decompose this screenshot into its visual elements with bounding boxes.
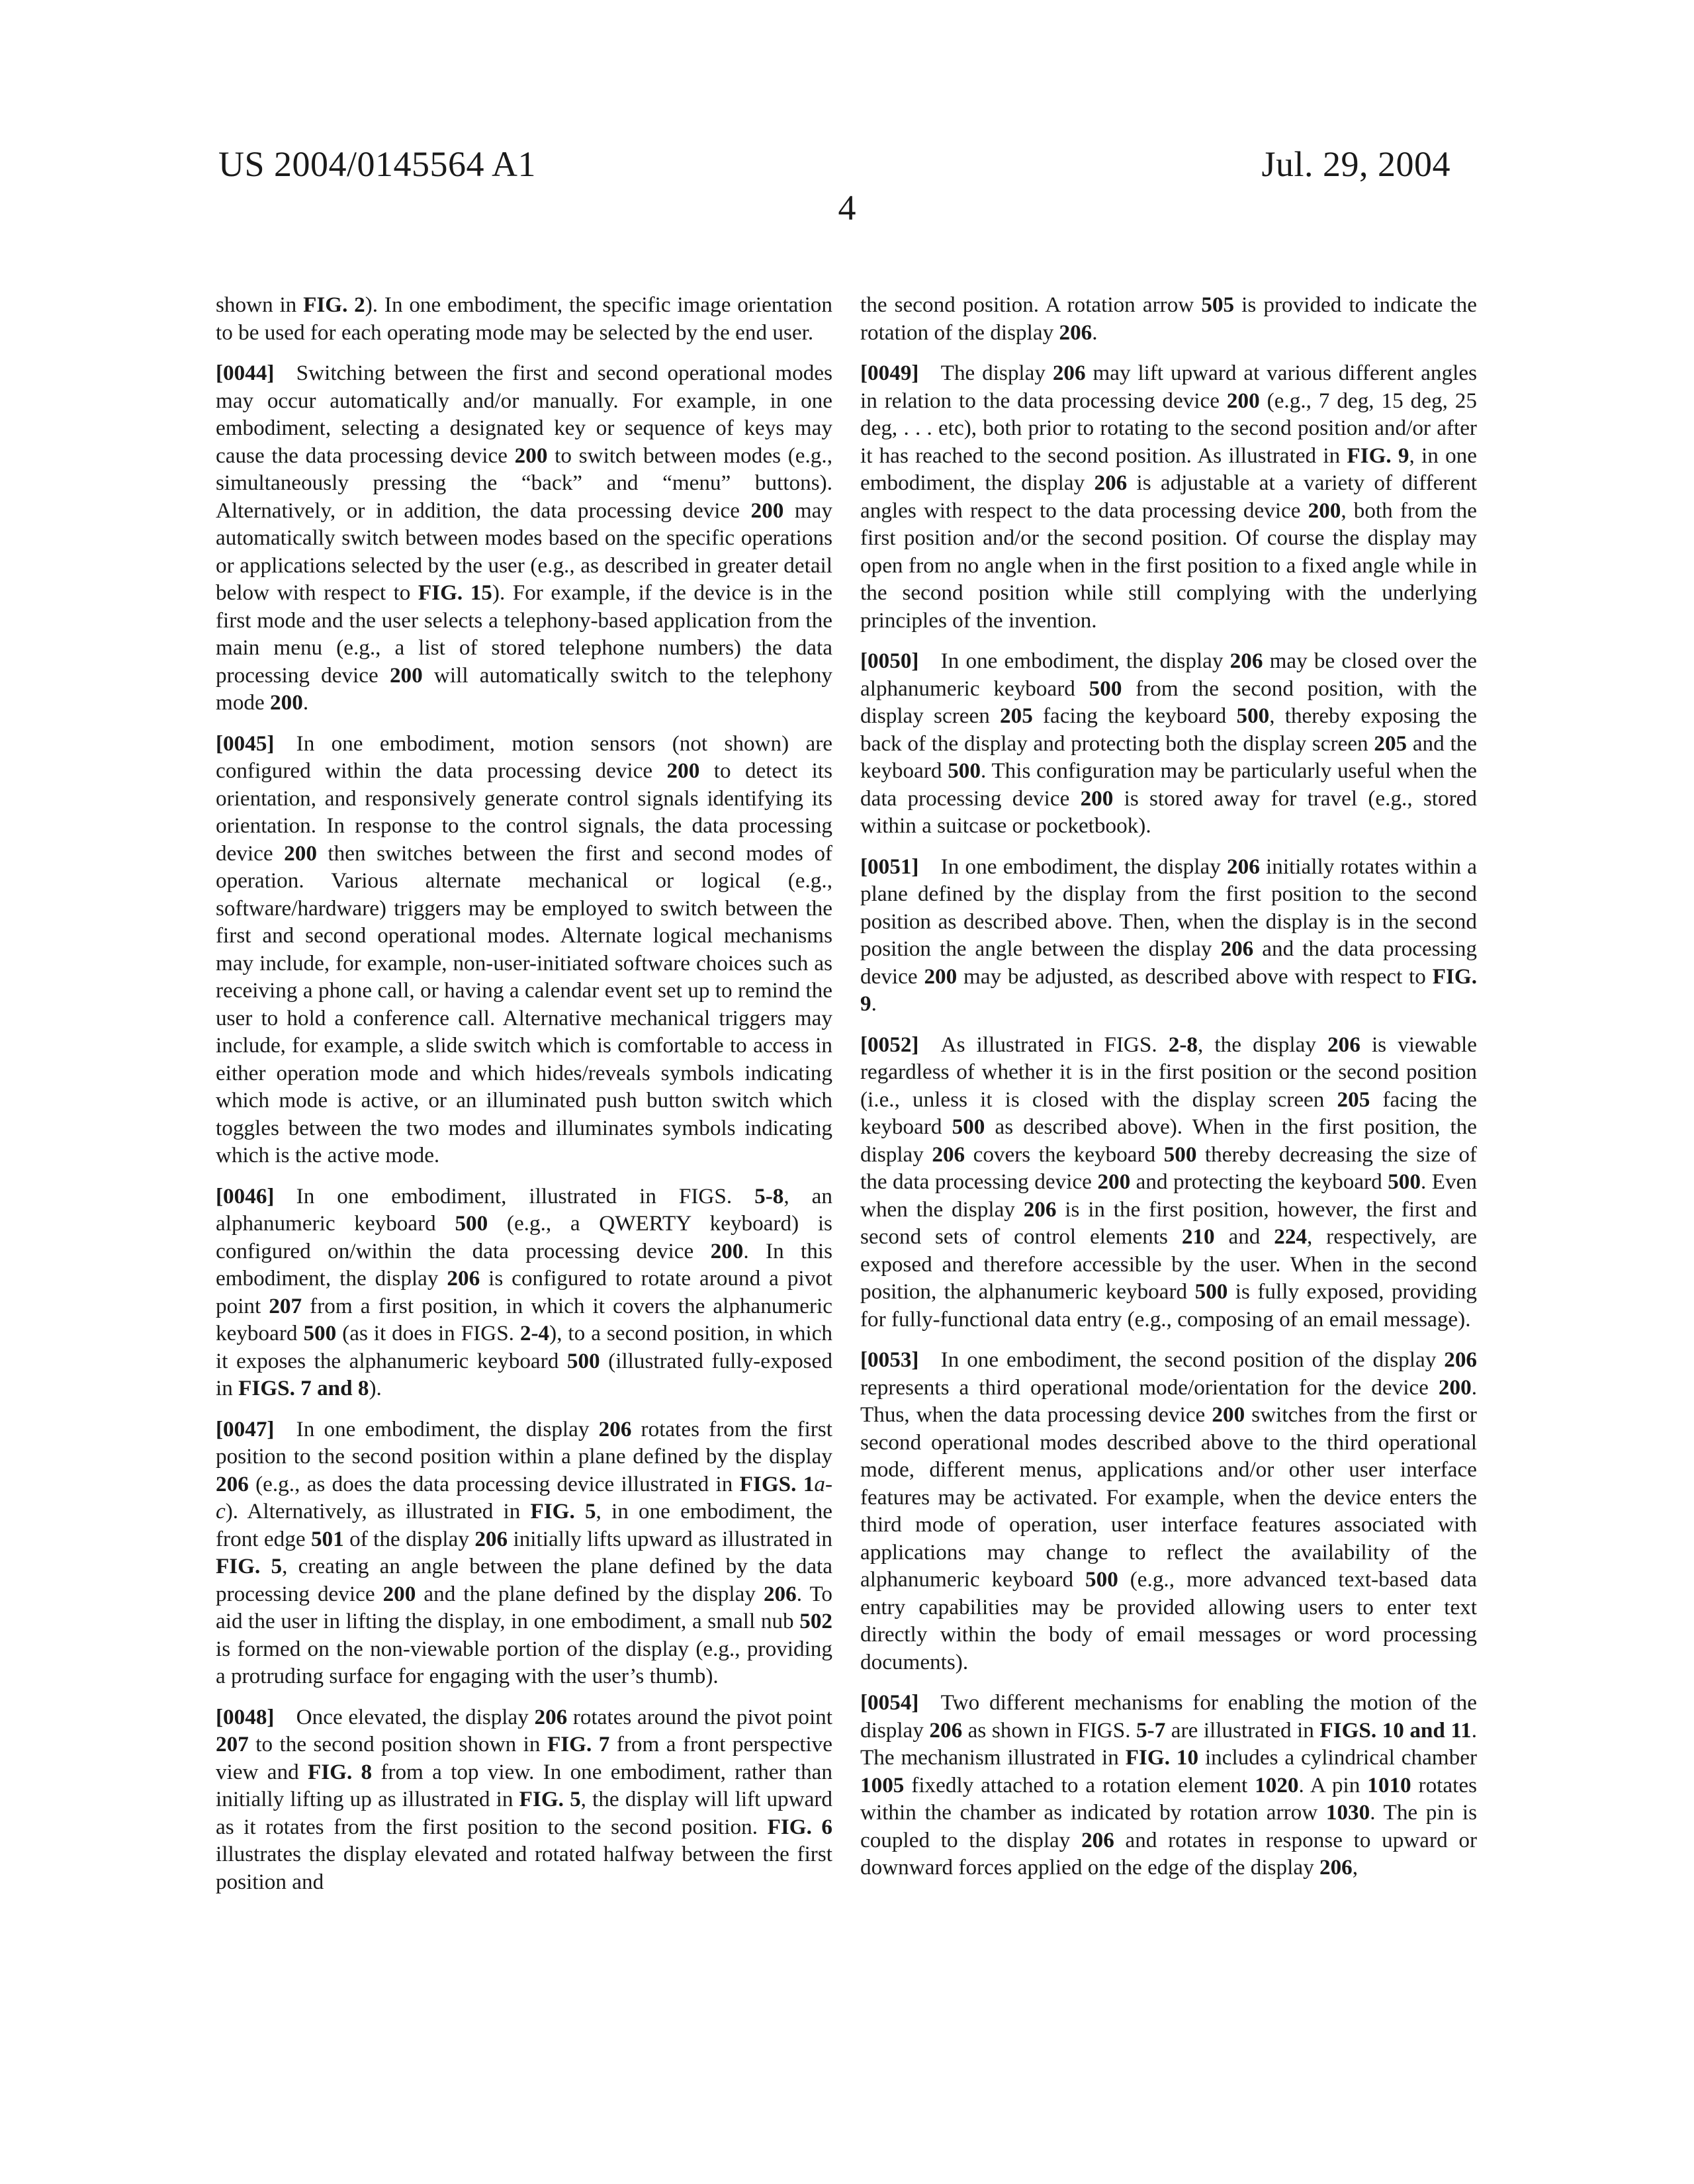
paragraph-number: [0046] bbox=[216, 1183, 275, 1208]
paragraph-number: [0045] bbox=[216, 731, 275, 756]
paragraph-number: [0051] bbox=[860, 854, 919, 879]
paragraph-text: The display 206 may lift upward at various different angles in relation to the data processing device 200 (e.g., 7 deg, 15 deg, 25 deg, . . . etc), both prior to rotating to the second position and/or after it has reached to the second position. As illustrated in FIG. 9, in one embodiment, the display 206 is adjustable at a variety of different angles with respect to the data processing device 200, both from the first position and/or the second position. Of course the display may open from no angle when in the first position to a fixed angle while in the second position while still complying with the underlying principles of the invention. bbox=[860, 361, 1478, 633]
left-text-column bbox=[216, 291, 832, 1909]
paragraph-text: In one embodiment, motion sensors (not shown) are configured within the data processing device 200 to detect its orientation, and responsively generate control signals identifying its orientation. In response to the control signals, the data processing device 200 then switches between the first and second modes of operation. Various alternate mechanical or logical (e.g., software/hardware) triggers may be employed to switch between the first and second operational modes. Alternate logical mechanisms may include, for example, non-user-initiated software choices such as receiving a phone call, or having a calendar event set up to remind the user to hold a conference call. Alternative mechanical triggers may include, for example, a slide switch which is comfortable to access in either operation mode and which hides/reveals symbols indicating which mode is active, or an illuminated push button switch which toggles between the two modes and illuminates symbols indicating which is the active mode. bbox=[216, 731, 832, 1167]
paragraph-number: [0054] bbox=[860, 1690, 919, 1715]
paragraph-number: [0048] bbox=[216, 1704, 275, 1729]
paragraph bbox=[216, 291, 832, 346]
paragraph bbox=[860, 1346, 1477, 1676]
paragraph-text: In one embodiment, the display 206 initially rotates within a plane defined by the display from the first position to the second position as described above. Then, when the display is in the second position the angle between the display 206 and the data processing device 200 may be adjusted, as described above with respect to FIG. 9. bbox=[860, 854, 1478, 1016]
paragraph bbox=[216, 1183, 832, 1402]
paragraph-text: Once elevated, the display 206 rotates around the pivot point 207 to the second position shown in FIG. 7 from a front perspective view and FIG. 8 from a top view. In one embodiment, rather than initially lifting up as illustrated in FIG. 5, the display will lift upward as it rotates from the first position to the second position. FIG. 6 illustrates the display elevated and rotated halfway between the first position and bbox=[216, 1704, 833, 1894]
paragraph bbox=[860, 291, 1477, 346]
paragraph bbox=[860, 359, 1477, 634]
page-number: 4 bbox=[838, 188, 856, 228]
paragraph-text: In one embodiment, the display 206 may be closed over the alphanumeric keyboard 500 from the second position, with the display screen 205 facing the keyboard 500, thereby exposing the back of the display and protecting both the display screen 205 and the keyboard 500. This configuration may be particularly useful when the data processing device 200 is stored away for travel (e.g., stored within a suitcase or pocketbook). bbox=[860, 649, 1477, 838]
paragraph-number: [0050] bbox=[860, 649, 919, 673]
paragraph-text: shown in FIG. 2). In one embodiment, the specific image orientation to be used for each operating mode may be selected by the end user. bbox=[216, 293, 832, 345]
paragraph-text: Switching between the first and second operational modes may occur automatically and/or manually. For example, in one embodiment, selecting a designated key or sequence of keys may cause the data processing device 200 to switch between modes (e.g., simultaneously pressing the “back” and “menu” buttons). Alternatively, or in addition, the data processing device 200 may automatically switch between modes based on the specific operations or applications selected by the user (e.g., as described in greater detail below with respect to FIG. 15). For example, if the device is in the first mode and the user selects a telephony-based application from the main menu (e.g., a list of stored telephone numbers) the data processing device 200 will automatically switch to the telephony mode 200. bbox=[216, 361, 833, 715]
paragraph-number: [0049] bbox=[860, 361, 919, 385]
paragraph bbox=[216, 730, 832, 1169]
paragraph bbox=[216, 1416, 832, 1690]
paragraph bbox=[216, 1704, 832, 1896]
right-text-column bbox=[860, 291, 1477, 1895]
paragraph-text: Two different mechanisms for enabling the motion of the display 206 as shown in FIGS. 5-7 are illustrated in FIGS. 10 and 11. The mechanism illustrated in FIG. 10 includes a cylindrical chamber 1005 fixedly attached to a rotation element 1020. A pin 1010 rotates within the chamber as indicated by rotation arrow 1030. The pin is coupled to the display 206 and rotates in response to upward or downward forces applied on the edge of the display 206, bbox=[860, 1690, 1477, 1880]
paragraph bbox=[860, 1031, 1477, 1334]
paragraph bbox=[860, 647, 1477, 840]
paragraph-number: [0044] bbox=[216, 361, 275, 385]
paragraph-number: [0047] bbox=[216, 1416, 275, 1441]
paragraph-number: [0052] bbox=[860, 1032, 919, 1057]
paragraph-text: the second position. A rotation arrow 505 is provided to indicate the rotation of the display 206. bbox=[860, 293, 1477, 345]
paragraph-number: [0053] bbox=[860, 1347, 919, 1372]
paragraph-text: As illustrated in FIGS. 2-8, the display 206 is viewable regardless of whether it is in the first position or the second position (i.e., unless it is closed with the display screen 205 facing the keyboard 500 as described above). When in the first position, the display 206 covers the keyboard 500 thereby decreasing the size of the data processing device 200 and protecting the keyboard 500. Even when the display 206 is in the first position, however, the first and second sets of control elements 210 and 224, respectively, are exposed and therefore accessible by the user. When in the second position, the alphanumeric keyboard 500 is fully exposed, providing for fully-functional data entry (e.g., composing of an email message). bbox=[860, 1032, 1478, 1332]
publication-number: US 2004/0145564 A1 bbox=[218, 144, 537, 184]
paragraph-text: In one embodiment, the display 206 rotates from the first position to the second position within a plane defined by the display 206 (e.g., as does the data processing device illustrated in FIGS. 1a-c). Alternatively, as illustrated in FIG. 5, in one embodiment, the front edge 501 of the display 206 initially lifts upward as illustrated in FIG. 5, creating an angle between the plane defined by the data processing device 200 and the plane defined by the display 206. To aid the user in lifting the display, in one embodiment, a small nub 502 is formed on the non-viewable portion of the display (e.g., providing a protruding surface for engaging with the user’s thumb). bbox=[216, 1416, 832, 1688]
paragraph bbox=[216, 359, 832, 717]
paragraph-text: In one embodiment, illustrated in FIGS. 5-8, an alphanumeric keyboard 500 (e.g., a QWERTY keyboard) is configured on/within the data processing device 200. In this embodiment, the display 206 is configured to rotate around a pivot point 207 from a first position, in which it covers the alphanumeric keyboard 500 (as it does in FIGS. 2-4), to a second position, in which it exposes the alphanumeric keyboard 500 (illustrated fully-exposed in FIGS. 7 and 8). bbox=[216, 1183, 833, 1400]
paragraph bbox=[860, 853, 1477, 1018]
publication-date: Jul. 29, 2004 bbox=[1261, 144, 1450, 184]
paragraph-text: In one embodiment, the second position of the display 206 represents a third operational mode/orientation for the device 200. Thus, when the data processing device 200 switches from the first or second operational modes described above to the third operational mode, different menus, applications and/or other user interface features may be activated. For example, when the device enters the third mode of operation, user interface features associated with applications may change to reflect the availability of the alphanumeric keyboard 500 (e.g., more advanced text-based data entry capabilities may be provided allowing users to enter text directly within the body of email messages or word processing documents). bbox=[860, 1347, 1477, 1674]
paragraph bbox=[860, 1689, 1477, 1882]
